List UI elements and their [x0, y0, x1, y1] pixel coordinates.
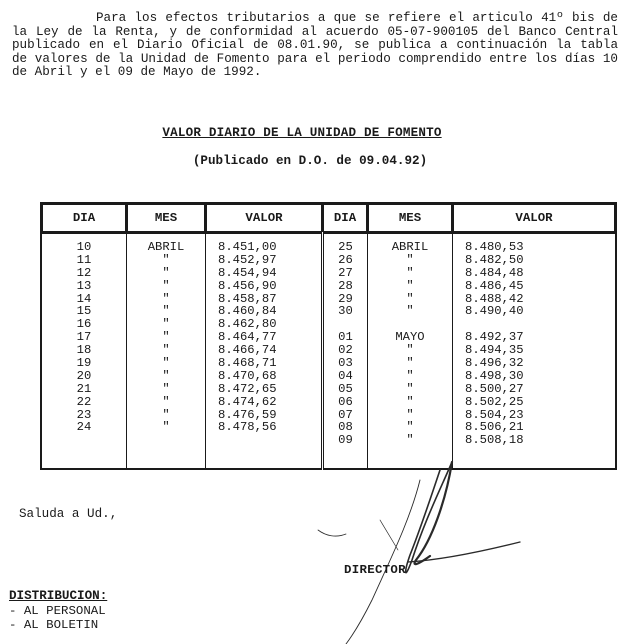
table-header-row [41, 203, 616, 233]
cell-dia-right: 25 [338, 240, 353, 254]
cell-valor-right: 8.498,30 [465, 368, 524, 383]
header-dia-left: DIA [41, 203, 127, 233]
cell-mes-right: " [406, 407, 414, 422]
cell-mes-left: " [162, 265, 170, 280]
cell-mes-right: " [406, 420, 414, 435]
cell-dia-left: 23 [76, 407, 92, 422]
document-subtitle: (Publicado en D.O. de 09.04.92) [192, 154, 428, 168]
cell-mes-right: ABRIL [391, 240, 429, 254]
cell-dia-left: 22 [76, 394, 92, 409]
cell-valor-left: 8.458,87 [218, 291, 277, 306]
column-mes-right [368, 233, 453, 469]
cell-valor-right: 8.482,50 [465, 252, 524, 267]
cell-dia-right: 02 [338, 343, 353, 358]
cell-dia-right: 03 [338, 356, 353, 371]
cell-dia-left: 13 [76, 278, 92, 293]
cell-mes-left: " [162, 368, 170, 383]
cell-valor-right: 8.490,40 [465, 304, 524, 319]
cell-dia-left: 14 [76, 291, 92, 306]
cell-valor-right: 8.492,37 [465, 330, 524, 345]
cell-dia-right: 09 [338, 433, 353, 448]
distribution-title: DISTRIBUCION: [9, 589, 108, 603]
header-valor-left: VALOR [206, 203, 323, 233]
header-valor-right: VALOR [453, 203, 617, 233]
column-dia-left [41, 233, 127, 469]
cell-valor-left: 8.466,74 [218, 343, 277, 358]
cell-mes-left: " [162, 420, 170, 435]
cell-mes-left: " [162, 278, 170, 293]
cell-valor-left: 8.464,77 [218, 330, 277, 345]
cell-mes-left: " [162, 407, 170, 422]
cell-dia-left: 10 [76, 240, 92, 254]
cell-valor-right: 8.504,23 [465, 407, 524, 422]
cell-mes-left: " [162, 317, 170, 332]
cell-valor-right: 8.500,27 [465, 381, 524, 396]
cell-valor-left: 8.472,65 [218, 381, 277, 396]
cell-dia-left: 18 [76, 343, 92, 358]
intro-paragraph [12, 12, 618, 80]
cell-mes-left: " [162, 343, 170, 358]
cell-dia-left: 19 [76, 356, 92, 371]
cell-dia-right: 27 [338, 265, 353, 280]
header-mes-left: MES [127, 203, 206, 233]
header-dia-right: DIA [323, 203, 368, 233]
table-body-row [41, 233, 616, 469]
closing-salutation: Saluda a Ud., [19, 507, 118, 521]
cell-dia-right: 07 [338, 407, 353, 422]
cell-mes-left: " [162, 252, 170, 267]
cell-mes-right: " [406, 433, 414, 448]
cell-mes-left: " [162, 394, 170, 409]
distribution-item: - AL PERSONAL [9, 604, 106, 618]
cell-dia-right: 08 [338, 420, 353, 435]
cell-valor-left: 8.476,59 [218, 407, 277, 422]
cell-valor-left: 8.452,97 [218, 252, 277, 267]
cell-mes-right: " [406, 394, 414, 409]
cell-valor-left: 8.454,94 [218, 265, 277, 280]
cell-mes-right: " [406, 278, 414, 293]
document-title: VALOR DIARIO DE LA UNIDAD DE FOMENTO [162, 126, 442, 140]
cell-dia-left: 20 [76, 368, 92, 383]
cell-valor-left: 8.474,62 [218, 394, 277, 409]
cell-dia-right: 04 [338, 368, 353, 383]
cell-valor-left: 8.468,71 [218, 356, 277, 371]
cell-dia-right: 26 [338, 252, 353, 267]
cell-mes-left: " [162, 381, 170, 396]
cell-mes-right: " [406, 304, 414, 319]
column-valor-right [453, 233, 617, 469]
cell-mes-right: " [406, 252, 414, 267]
cell-dia-right: 06 [338, 394, 353, 409]
cell-mes-left: " [162, 330, 170, 345]
column-valor-left [206, 233, 323, 469]
cell-mes-left: ABRIL [147, 240, 185, 254]
cell-valor-left: 8.462,80 [218, 317, 277, 332]
cell-dia-right: 29 [338, 291, 353, 306]
cell-mes-left: " [162, 291, 170, 306]
distribution-item: - AL BOLETIN [9, 618, 99, 632]
distribution-list [9, 604, 106, 632]
cell-dia-left: 12 [76, 265, 92, 280]
cell-mes-right: MAYO [395, 330, 425, 345]
column-mes-left [127, 233, 206, 469]
signatory-title: DIRECTOR [344, 563, 406, 577]
cell-dia-right: 30 [338, 304, 353, 319]
cell-valor-right: 8.488,42 [465, 291, 524, 306]
cell-valor-left: 8.456,90 [218, 278, 277, 293]
cell-mes-left: " [162, 304, 170, 319]
header-mes-right: MES [368, 203, 453, 233]
column-dia-right [323, 233, 368, 469]
cell-dia-left: 24 [76, 420, 92, 435]
cell-dia-left: 11 [76, 252, 92, 267]
cell-dia-left: 15 [76, 304, 92, 319]
cell-mes-right: " [406, 381, 414, 396]
cell-valor-right: 8.484,48 [465, 265, 524, 280]
cell-valor-right: 8.506,21 [465, 420, 524, 435]
cell-dia-left: 21 [76, 381, 92, 396]
cell-valor-left: 8.451,00 [218, 240, 277, 254]
cell-mes-right: " [406, 356, 414, 371]
cell-valor-right: 8.480,53 [465, 240, 524, 254]
cell-valor-right: 8.486,45 [465, 278, 524, 293]
cell-mes-right: " [406, 343, 414, 358]
cell-dia-right: 05 [338, 381, 353, 396]
cell-valor-right: 8.494,35 [465, 343, 524, 358]
uf-values-table [40, 202, 617, 470]
intro-text: Para los efectos tributarios a que se refiere el articulo 41º bis de la Ley de la Renta, y de conformidad al acuerdo 05-07-900105 del Banco Central publicado en el Diario Oficial de 08.01.90, se publica a continuación la tabla de valores de la Unidad de Fomento para el periodo comprendido entre los días 10 de Abril y el 09 de Mayo de 1992. [12, 11, 618, 79]
cell-valor-right: 8.508,18 [465, 433, 524, 448]
cell-valor-left: 8.478,56 [218, 420, 277, 435]
cell-mes-right: " [406, 291, 414, 306]
cell-valor-left: 8.470,68 [218, 368, 277, 383]
cell-mes-right: " [406, 265, 414, 280]
cell-valor-right: 8.496,32 [465, 356, 524, 371]
cell-dia-left: 17 [76, 330, 92, 345]
cell-dia-left: 16 [76, 317, 92, 332]
cell-dia-right: 28 [338, 278, 353, 293]
cell-valor-left: 8.460,84 [218, 304, 277, 319]
cell-dia-right: 01 [338, 330, 353, 345]
cell-mes-right: " [406, 368, 414, 383]
cell-valor-right: 8.502,25 [465, 394, 524, 409]
cell-mes-left: " [162, 356, 170, 371]
